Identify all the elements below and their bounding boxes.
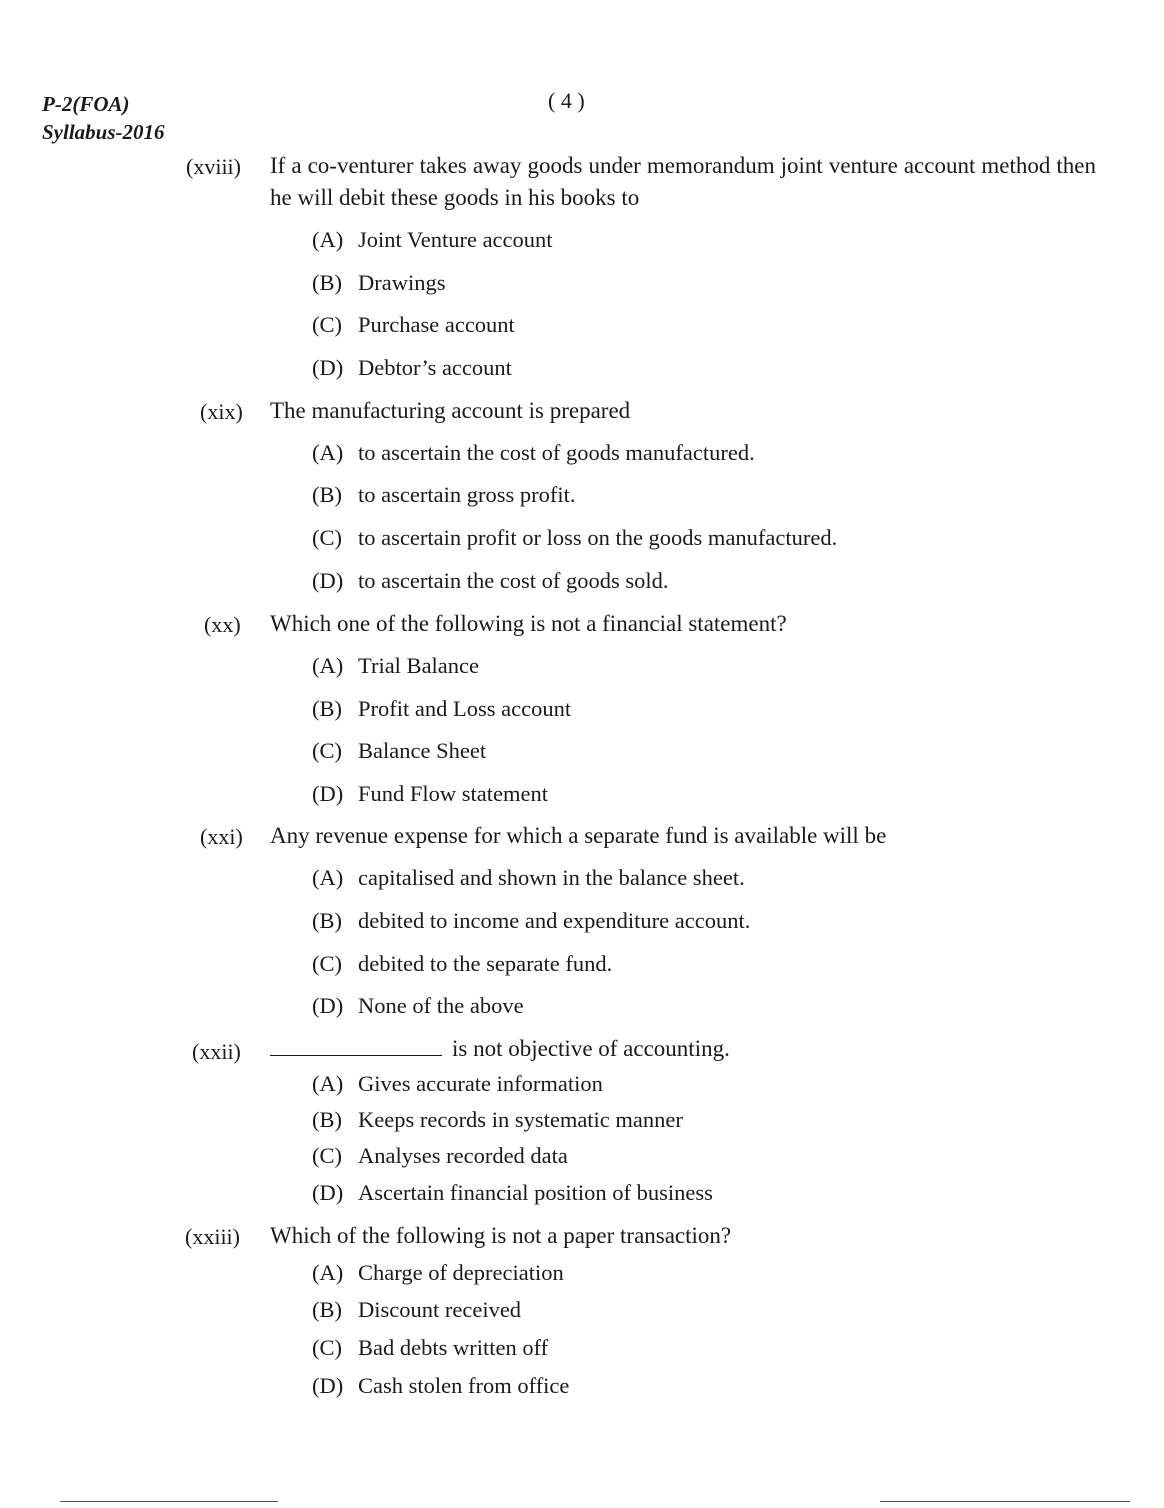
option-label: (A)	[312, 440, 344, 465]
option-label: (D)	[312, 781, 344, 806]
question-text: If a co-venturer takes away goods under memorandum joint venture account method then he will debit these goods in his books to	[270, 153, 1096, 210]
option-label: (C)	[312, 525, 342, 550]
option-a	[312, 865, 745, 891]
syllabus-label: Syllabus-2016	[42, 120, 165, 144]
option-a	[312, 1260, 564, 1286]
option-text: Charge of depreciation	[358, 1260, 564, 1285]
option-text: Gives accurate information	[358, 1071, 603, 1096]
footer-rule-left	[60, 1501, 278, 1502]
option-d	[312, 781, 548, 807]
option-b	[312, 1107, 683, 1133]
question-text: Which one of the following is not a financial statement?	[270, 611, 787, 636]
option-b	[312, 1297, 521, 1323]
option-text: Drawings	[358, 270, 446, 295]
option-text: capitalised and shown in the balance sheet.	[358, 865, 745, 890]
option-a	[312, 653, 479, 679]
option-text: Joint Venture account	[358, 227, 553, 252]
option-b	[312, 696, 571, 722]
option-text: Analyses recorded data	[358, 1143, 568, 1168]
option-label: (D)	[312, 568, 344, 593]
option-text: Trial Balance	[358, 653, 480, 678]
option-c	[312, 738, 486, 764]
option-text: Profit and Loss account	[358, 696, 572, 721]
option-label: (B)	[312, 270, 342, 295]
option-text: Purchase account	[358, 312, 515, 337]
option-label: (B)	[312, 482, 342, 507]
option-text: Cash stolen from office	[358, 1373, 570, 1398]
option-label: (B)	[312, 696, 342, 721]
paper-code: P-2(FOA)	[42, 92, 130, 116]
option-d	[312, 1180, 713, 1206]
option-label: (B)	[312, 908, 342, 933]
option-text: Keeps records in systematic manner	[358, 1107, 683, 1132]
question-text: Which of the following is not a paper transaction?	[270, 1223, 732, 1248]
option-label: (D)	[312, 1373, 344, 1398]
question-number: (xviii)	[186, 154, 241, 179]
question-number: (xxii)	[192, 1039, 241, 1064]
option-b	[312, 482, 575, 508]
question-text: Any revenue expense for which a separate fund is available will be	[270, 823, 887, 848]
option-label: (C)	[312, 1143, 342, 1168]
page-header-code	[42, 90, 165, 146]
question-number: (xx)	[204, 612, 241, 637]
question-text-body: is not objective of accounting.	[452, 1036, 730, 1061]
question-text: The manufacturing account is prepared	[270, 398, 631, 423]
option-label: (B)	[312, 1297, 342, 1322]
option-text: Balance Sheet	[358, 738, 487, 763]
option-text: Fund Flow statement	[358, 781, 548, 806]
option-text: Debtor’s account	[358, 355, 512, 380]
option-c	[312, 1335, 548, 1361]
page-number: ( 4 )	[548, 88, 585, 113]
option-label: (D)	[312, 993, 344, 1018]
option-b	[312, 270, 445, 296]
option-c	[312, 951, 612, 977]
option-c	[312, 312, 515, 338]
option-text: None of the above	[358, 993, 524, 1018]
question-number: (xix)	[200, 399, 243, 424]
option-label: (D)	[312, 1180, 344, 1205]
option-a	[312, 1071, 603, 1097]
option-label: (A)	[312, 865, 344, 890]
question-number: (xxi)	[200, 824, 243, 849]
option-label: (C)	[312, 312, 342, 337]
option-text: debited to income and expenditure account.	[358, 908, 751, 933]
option-d	[312, 568, 669, 594]
option-text: to ascertain the cost of goods sold.	[358, 568, 669, 593]
option-label: (A)	[312, 1260, 344, 1285]
option-label: (C)	[312, 1335, 342, 1360]
option-b	[312, 908, 750, 934]
option-d	[312, 993, 524, 1019]
option-label: (C)	[312, 951, 342, 976]
option-a	[312, 227, 553, 253]
option-label: (A)	[312, 1071, 344, 1096]
option-label: (C)	[312, 738, 342, 763]
option-label: (B)	[312, 1107, 342, 1132]
answer-blank	[270, 1035, 442, 1056]
option-label: (A)	[312, 653, 344, 678]
option-text: to ascertain profit or loss on the goods manufactured.	[358, 525, 838, 550]
option-c	[312, 1143, 568, 1169]
option-c	[312, 525, 837, 551]
option-text: debited to the separate fund.	[358, 951, 613, 976]
option-d	[312, 1373, 569, 1399]
footer-rule-right	[880, 1501, 1130, 1502]
option-label: (D)	[312, 355, 344, 380]
option-text: to ascertain the cost of goods manufactured.	[358, 440, 755, 465]
option-text: Bad debts written off	[358, 1335, 549, 1360]
option-text: Discount received	[358, 1297, 522, 1322]
option-text: Ascertain financial position of business	[358, 1180, 713, 1205]
option-a	[312, 440, 755, 466]
question-text	[270, 1033, 1096, 1065]
question-number: (xxiii)	[185, 1224, 240, 1249]
option-label: (A)	[312, 227, 344, 252]
option-text: to ascertain gross profit.	[358, 482, 576, 507]
option-d	[312, 355, 512, 381]
